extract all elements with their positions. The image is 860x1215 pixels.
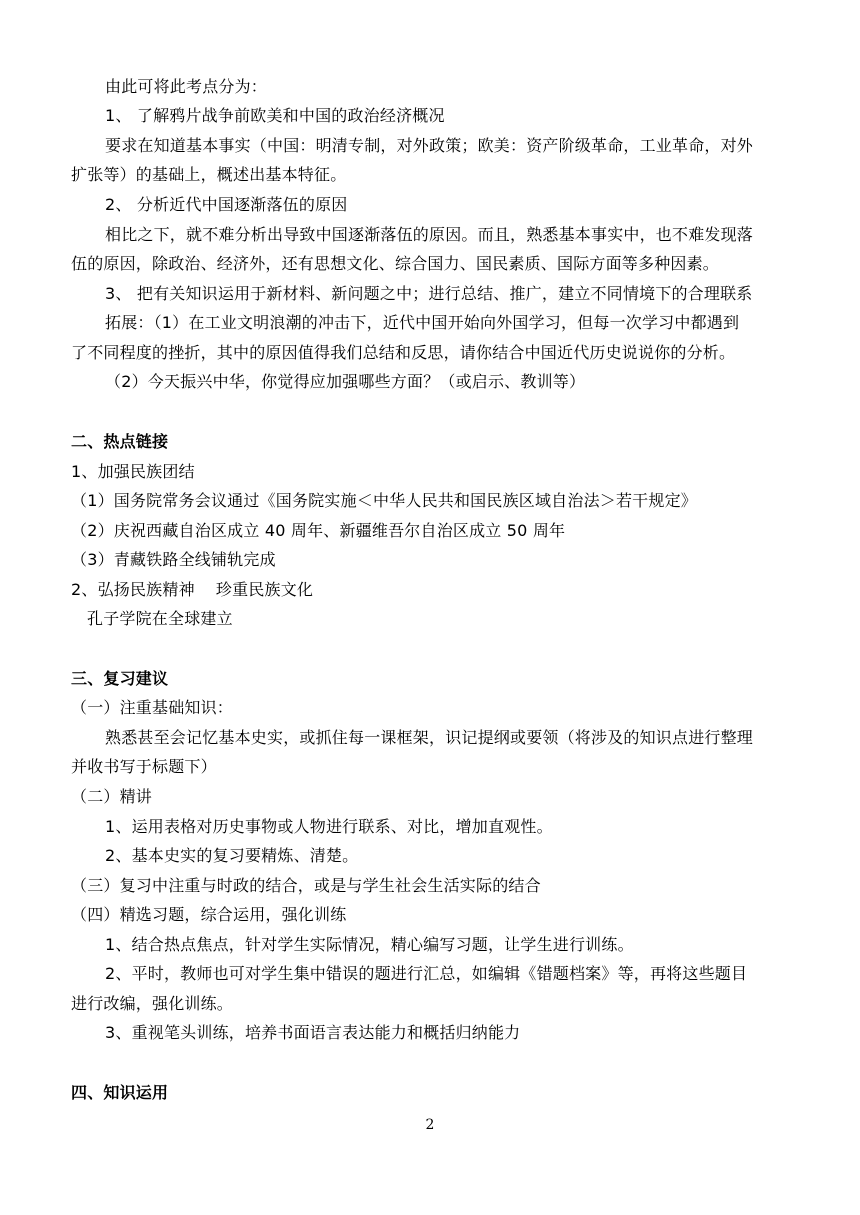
section1-item2-body: 伍的原因，除政治、经济外，还有思想文化、综合国力、国民素质、国际方面等多种因素。 [71, 254, 720, 273]
section1-item1-body: 要求在知道基本事实（中国：明清专制，对外政策；欧美：资产阶级革命，工业革命，对外 [105, 136, 754, 155]
section3-heading: 三、复习建议 [71, 669, 169, 688]
section1-item2-body: 相比之下，就不难分析出导致中国逐渐落伍的原因。而且，熟悉基本事实中，也不难发现落 [105, 225, 754, 244]
section1-intro: 由此可将此考点分为： [105, 77, 268, 96]
section3-list-item: 1、结合热点焦点，针对学生实际情况，精心编写习题，让学生进行训练。 [105, 935, 634, 954]
section1-item3-title: 3、 把有关知识运用于新材料、新问题之中；进行总结、推广，建立不同情境下的合理联系 [105, 284, 753, 303]
section2-list-item: （2）庆祝西藏自治区成立 40 周年、新疆维吾尔自治区成立 50 周年 [71, 521, 566, 540]
section1-extension: 拓展：（1）在工业文明浪潮的冲击下，近代中国开始向外国学习，但每一次学习中都遇到 [105, 313, 740, 332]
section2-heading: 二、热点链接 [71, 432, 169, 451]
section2-list-item: 孔子学院在全球建立 [87, 609, 233, 628]
section1-item1-body: 扩张等）的基础上，概述出基本特征。 [71, 165, 347, 184]
section3-list-item: 2、基本史实的复习要精炼、清楚。 [105, 846, 359, 865]
section2-subheading: 1、加强民族团结 [71, 462, 195, 481]
section3-list-item: 3、重视笔头训练，培养书面语言表达能力和概括归纳能力 [105, 1023, 521, 1042]
section3-point-body: 熟悉甚至会记忆基本史实，或抓住每一课框架，识记提纲或要领（将涉及的知识点进行整理 [105, 728, 754, 747]
section3-point-title: （三）复习中注重与时政的结合，或是与学生社会生活实际的结合 [71, 876, 541, 895]
section2-list-item: （3）青藏铁路全线铺轨完成 [71, 550, 276, 569]
section2-list-item: （1）国务院常务会议通过《国务院实施＜中华人民共和国民族区域自治法＞若干规定》 [71, 491, 697, 510]
section4-heading: 四、知识运用 [71, 1083, 169, 1102]
section1-item2-title: 2、 分析近代中国逐渐落伍的原因 [105, 195, 348, 214]
page-number: 2 [425, 1117, 435, 1133]
section1-item1-title: 1、 了解鸦片战争前欧美和中国的政治经济概况 [105, 106, 445, 125]
section3-point-title: （一）注重基础知识： [71, 698, 234, 717]
section3-list-item: 2、平时，教师也可对学生集中错误的题进行汇总，如编辑《错题档案》等，再将这些题目 [105, 964, 748, 983]
section3-list-item: 1、运用表格对历史事物或人物进行联系、对比，增加直观性。 [105, 817, 553, 836]
section3-point-title: （二）精讲 [71, 787, 153, 806]
section1-extension: 了不同程度的挫折，其中的原因值得我们总结和反思，请你结合中国近代历史说说你的分析。 [71, 343, 736, 362]
section3-point-body: 并收书写于标题下） [71, 757, 217, 776]
section2-subheading: 2、弘扬民族精神 珍重民族文化 [71, 580, 314, 599]
section3-point-title: （四）精选习题，综合运用，强化训练 [71, 905, 347, 924]
section3-list-item: 进行改编，强化训练。 [71, 994, 234, 1013]
section1-extension: （2）今天振兴中华，你觉得应加强哪些方面？（或启示、教训等） [105, 372, 586, 391]
